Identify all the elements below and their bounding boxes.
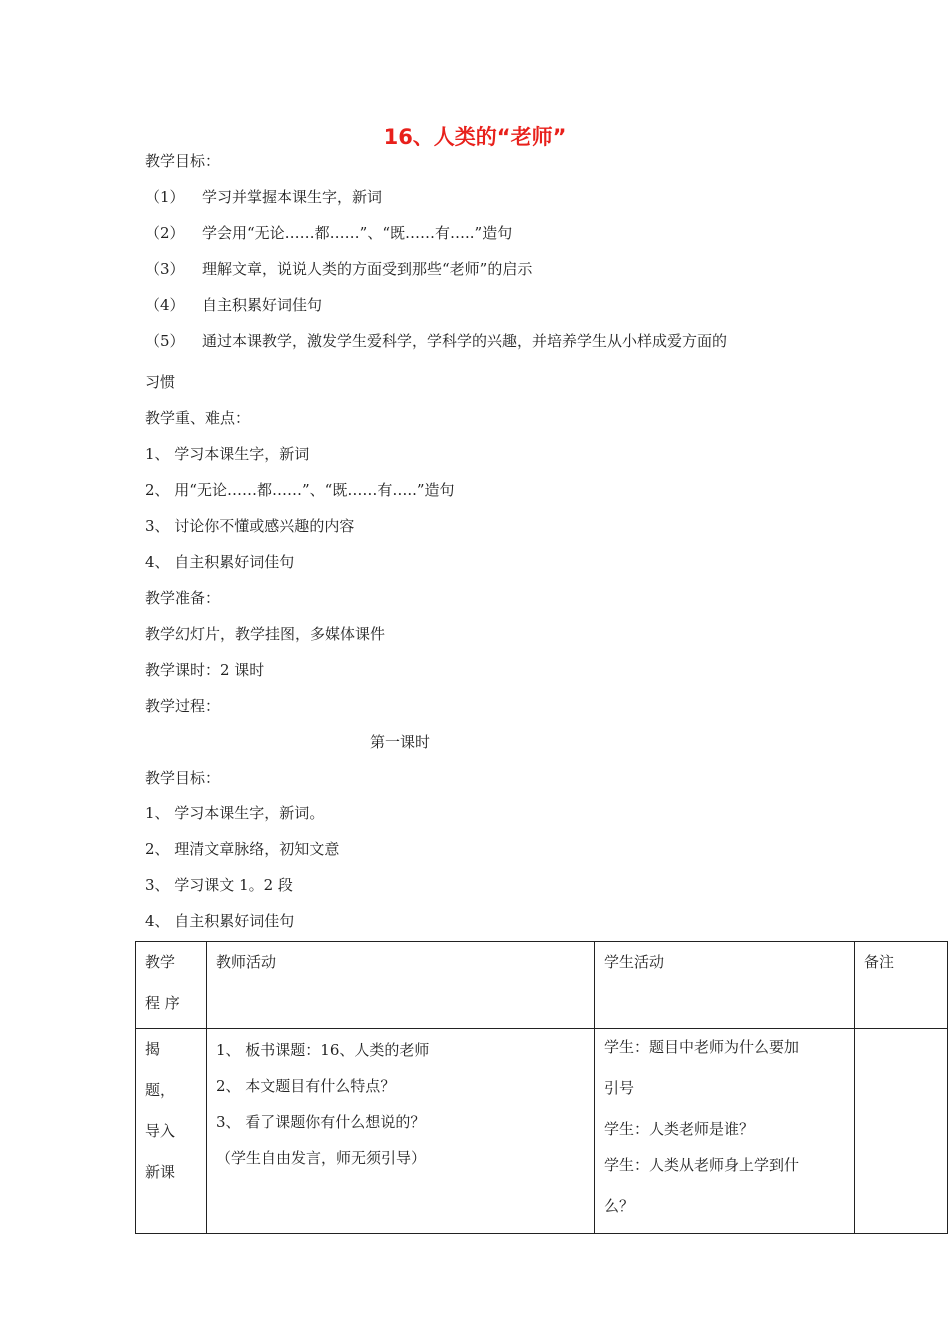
key-point-4: 4、 自主积累好词佳句	[145, 553, 295, 571]
goal-item-3	[145, 258, 532, 280]
key-point-1: 1、 学习本课生字，新词	[145, 445, 310, 463]
goal-continuation: 习惯	[145, 373, 176, 391]
goal-number: （5）	[145, 332, 185, 350]
student-line: 学生：人类老师是谁？	[604, 1120, 755, 1138]
table-row	[136, 1029, 948, 1234]
process-heading: 教学过程：	[145, 697, 221, 715]
teacher-line: （学生自由发言，师无须引导）	[216, 1149, 427, 1167]
goal-number: （1）	[145, 188, 185, 206]
cell-sequence	[136, 1029, 207, 1234]
header-sequence-line: 程 序	[145, 994, 180, 1012]
header-teacher	[207, 942, 595, 1029]
lesson-goal-3: 3、 学习课文 1。2 段	[145, 876, 293, 894]
goals-heading: 教学目标：	[145, 152, 221, 170]
student-line: 引号	[604, 1079, 635, 1097]
student-line: 学生：题目中老师为什么要加	[604, 1038, 800, 1056]
cell-notes	[855, 1029, 948, 1234]
lesson-goal-2: 2、 理清文章脉络，初知文意	[145, 840, 340, 858]
document-title: 16、人类的“老师”	[383, 125, 567, 149]
goal-number: （2）	[145, 224, 185, 242]
prep-text: 教学幻灯片，教学挂图，多媒体课件	[145, 625, 386, 643]
teacher-line: 3、 看了课题你有什么想说的？	[216, 1113, 426, 1131]
key-point-3: 3、 讨论你不懂或感兴趣的内容	[145, 517, 355, 535]
goal-text: 自主积累好词佳句	[202, 296, 323, 314]
table-header-row	[136, 942, 948, 1029]
goal-number: （3）	[145, 260, 185, 278]
header-notes-label: 备注	[864, 953, 895, 971]
key-point-2: 2、 用“无论……都……”、“既……有…..”造句	[145, 481, 455, 499]
sequence-line: 揭	[145, 1040, 161, 1058]
key-points-heading: 教学重、难点：	[145, 409, 251, 427]
sequence-line: 题，	[145, 1081, 176, 1099]
goal-text: 通过本课教学，激发学生爱科学，学科学的兴趣，并培养学生从小样成爱方面的	[202, 332, 728, 350]
lesson-goal-1: 1、 学习本课生字，新词。	[145, 804, 325, 822]
header-teacher-label: 教师活动	[216, 953, 277, 971]
goal-text: 学会用“无论……都……”、“既……有…..”造句	[202, 224, 513, 242]
lesson-table	[135, 941, 948, 1234]
teacher-line: 1、 板书课题：16、人类的老师	[216, 1041, 430, 1059]
prep-heading: 教学准备：	[145, 589, 221, 607]
student-line: 学生：人类从老师身上学到什	[604, 1156, 800, 1174]
cell-student-activity	[595, 1029, 855, 1234]
sequence-line: 导入	[145, 1122, 176, 1140]
cell-teacher-activity	[207, 1029, 595, 1234]
lesson-title: 第一课时	[370, 733, 431, 751]
header-notes	[855, 942, 948, 1029]
goal-item-4	[145, 294, 322, 316]
header-student-label: 学生活动	[604, 953, 665, 971]
lesson-goal-4: 4、 自主积累好词佳句	[145, 912, 295, 930]
lesson-goals-heading: 教学目标：	[145, 769, 221, 787]
goal-number: （4）	[145, 296, 185, 314]
header-sequence	[136, 942, 207, 1029]
student-line: 么？	[604, 1197, 635, 1215]
header-student	[595, 942, 855, 1029]
hours-text: 教学课时：2 课时	[145, 661, 265, 679]
sequence-line: 新课	[145, 1163, 176, 1181]
header-sequence-line: 教学	[145, 953, 176, 971]
goal-item-2	[145, 222, 512, 244]
goal-item-5	[145, 330, 727, 352]
goal-item-1	[145, 186, 382, 208]
teacher-line: 2、 本文题目有什么特点？	[216, 1077, 396, 1095]
goal-text: 理解文章，说说人类的方面受到那些“老师”的启示	[202, 260, 533, 278]
goal-text: 学习并掌握本课生字，新词	[202, 188, 383, 206]
